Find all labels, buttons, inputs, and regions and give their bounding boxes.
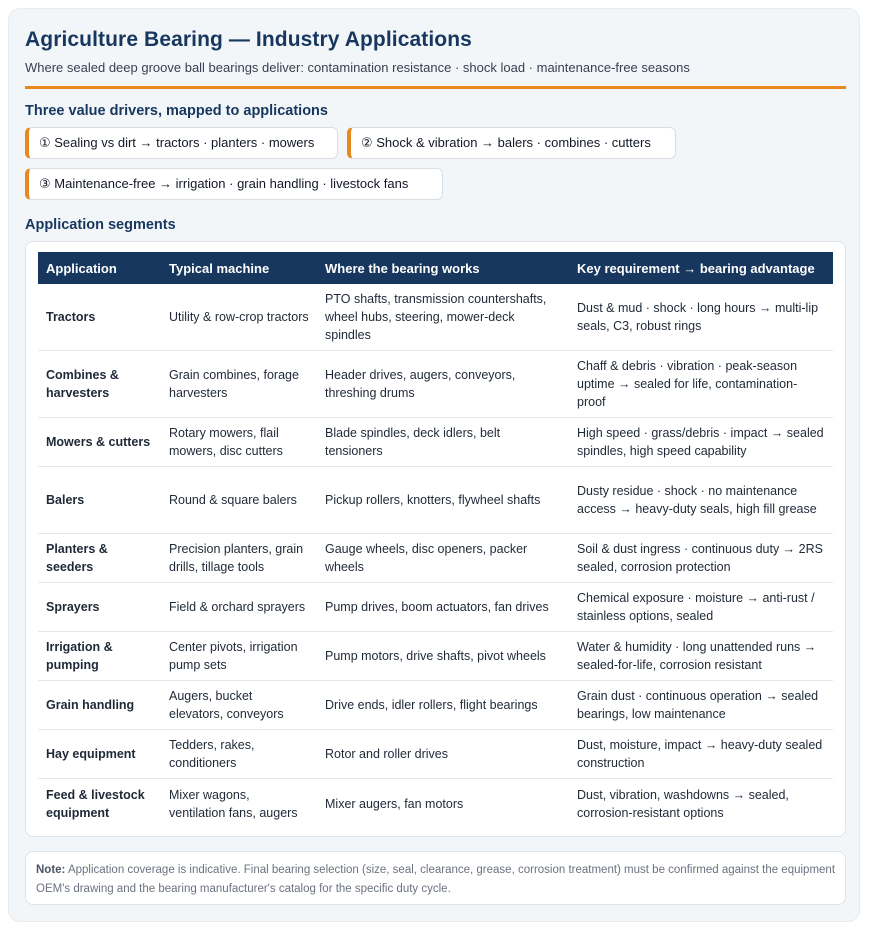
column-header-typical-machine: Typical machine	[161, 252, 317, 284]
cell-key-requirement: Water & humidity · long unattended runs → sealed-for-life, corrosion resistant	[569, 631, 833, 680]
cell-typical-machine: Utility & row-crop tractors	[161, 284, 317, 350]
cell-where-bearing-works: Drive ends, idler rollers, flight bearings	[317, 680, 569, 729]
value-driver-chip-maintenance: ③ Maintenance-free → irrigation · grain handling · livestock fans	[25, 168, 443, 200]
segments-table	[38, 252, 833, 830]
table-row	[38, 284, 833, 350]
table-row	[38, 778, 833, 830]
cell-where-bearing-works: Rotor and roller drives	[317, 729, 569, 778]
cell-key-requirement: Dusty residue · shock · no maintenance access → heavy-duty seals, high fill grease	[569, 466, 833, 533]
cell-typical-machine: Augers, bucket elevators, conveyors	[161, 680, 317, 729]
cell-where-bearing-works: Blade spindles, deck idlers, belt tensioners	[317, 417, 569, 466]
cell-typical-machine: Precision planters, grain drills, tillage tools	[161, 533, 317, 582]
value-driver-chip-sealing: ① Sealing vs dirt → tractors · planters · mowers	[25, 127, 338, 159]
cell-key-requirement: Chemical exposure · moisture → anti-rust / stainless options, sealed	[569, 582, 833, 631]
segments-table-container	[25, 241, 846, 837]
segments-heading: Application segments	[25, 217, 176, 233]
cell-where-bearing-works: PTO shafts, transmission countershafts, wheel hubs, steering, mower-deck spindles	[317, 284, 569, 350]
table-row	[38, 729, 833, 778]
cell-where-bearing-works: Pump drives, boom actuators, fan drives	[317, 582, 569, 631]
disclaimer-note	[25, 851, 846, 905]
table-row	[38, 533, 833, 582]
note-label: Note:	[36, 864, 66, 876]
cell-typical-machine: Mixer wagons, ventilation fans, augers	[169, 788, 298, 821]
cell-application: Hay equipment	[38, 729, 161, 778]
header-divider	[25, 86, 846, 89]
table-row	[38, 582, 833, 631]
page-title: Agriculture Bearing — Industry Applications	[25, 28, 472, 51]
page-card	[8, 8, 860, 922]
cell-key-requirement: Dust, vibration, washdowns → sealed, corrosion-resistant options	[577, 788, 789, 821]
cell-where-bearing-works: Header drives, augers, conveyors, threshing drums	[317, 350, 569, 417]
cell-typical-machine: Field & orchard sprayers	[161, 582, 317, 631]
column-header-application: Application	[38, 252, 161, 284]
cell-application: Grain handling	[38, 680, 161, 729]
cell-application: Mowers & cutters	[38, 417, 161, 466]
note-text: Application coverage is indicative. Final bearing selection (size, seal, clearance, grease, corrosion treatment) must be confirmed against the equipment OEM's drawing and the bearing manufacturer's catalog for the specific duty cycle.	[36, 864, 836, 895]
cell-typical-machine: Grain combines, forage harvesters	[161, 350, 317, 417]
cell-application: Feed & livestock equipment	[46, 788, 145, 821]
page-subtitle: Where sealed deep groove ball bearings deliver: contamination resistance · shock load · maintenance-free seasons	[25, 60, 690, 75]
cell-application: Tractors	[38, 284, 161, 350]
cell-key-requirement: Dust & mud · shock · long hours → multi-lip seals, C3, robust rings	[569, 284, 833, 350]
value-drivers-heading: Three value drivers, mapped to applications	[25, 103, 328, 119]
cell-application: Balers	[38, 466, 161, 533]
cell-key-requirement: Soil & dust ingress · continuous duty → 2RS sealed, corrosion protection	[569, 533, 833, 582]
cell-typical-machine: Rotary mowers, flail mowers, disc cutters	[161, 417, 317, 466]
table-row	[38, 631, 833, 680]
column-header-key-requirement: Key requirement → bearing advantage	[569, 252, 833, 284]
cell-where-bearing-works: Pump motors, drive shafts, pivot wheels	[317, 631, 569, 680]
cell-typical-machine: Round & square balers	[161, 466, 317, 533]
cell-key-requirement: Dust, moisture, impact → heavy-duty sealed construction	[569, 729, 833, 778]
table-row	[38, 680, 833, 729]
cell-where-bearing-works: Pickup rollers, knotters, flywheel shafts	[317, 466, 569, 533]
cell-key-requirement: Grain dust · continuous operation → sealed bearings, low maintenance	[569, 680, 833, 729]
cell-application: Combines & harvesters	[38, 350, 161, 417]
column-header-where-bearing-works: Where the bearing works	[317, 252, 569, 284]
table-row	[38, 417, 833, 466]
table-header-row	[38, 252, 833, 284]
cell-key-requirement: Chaff & debris · vibration · peak-season uptime → sealed for life, contamination-proof	[569, 350, 833, 417]
cell-application: Sprayers	[38, 582, 161, 631]
cell-key-requirement: High speed · grass/debris · impact → sealed spindles, high speed capability	[569, 417, 833, 466]
cell-typical-machine: Tedders, rakes, conditioners	[161, 729, 317, 778]
cell-where-bearing-works: Gauge wheels, disc openers, packer wheels	[317, 533, 569, 582]
table-row	[38, 350, 833, 417]
value-driver-chip-shock: ② Shock & vibration → balers · combines · cutters	[347, 127, 676, 159]
cell-application: Irrigation & pumping	[38, 631, 161, 680]
table-row	[38, 466, 833, 533]
cell-where-bearing-works: Mixer augers, fan motors	[325, 797, 464, 812]
cell-application: Planters & seeders	[38, 533, 161, 582]
cell-typical-machine: Center pivots, irrigation pump sets	[161, 631, 317, 680]
